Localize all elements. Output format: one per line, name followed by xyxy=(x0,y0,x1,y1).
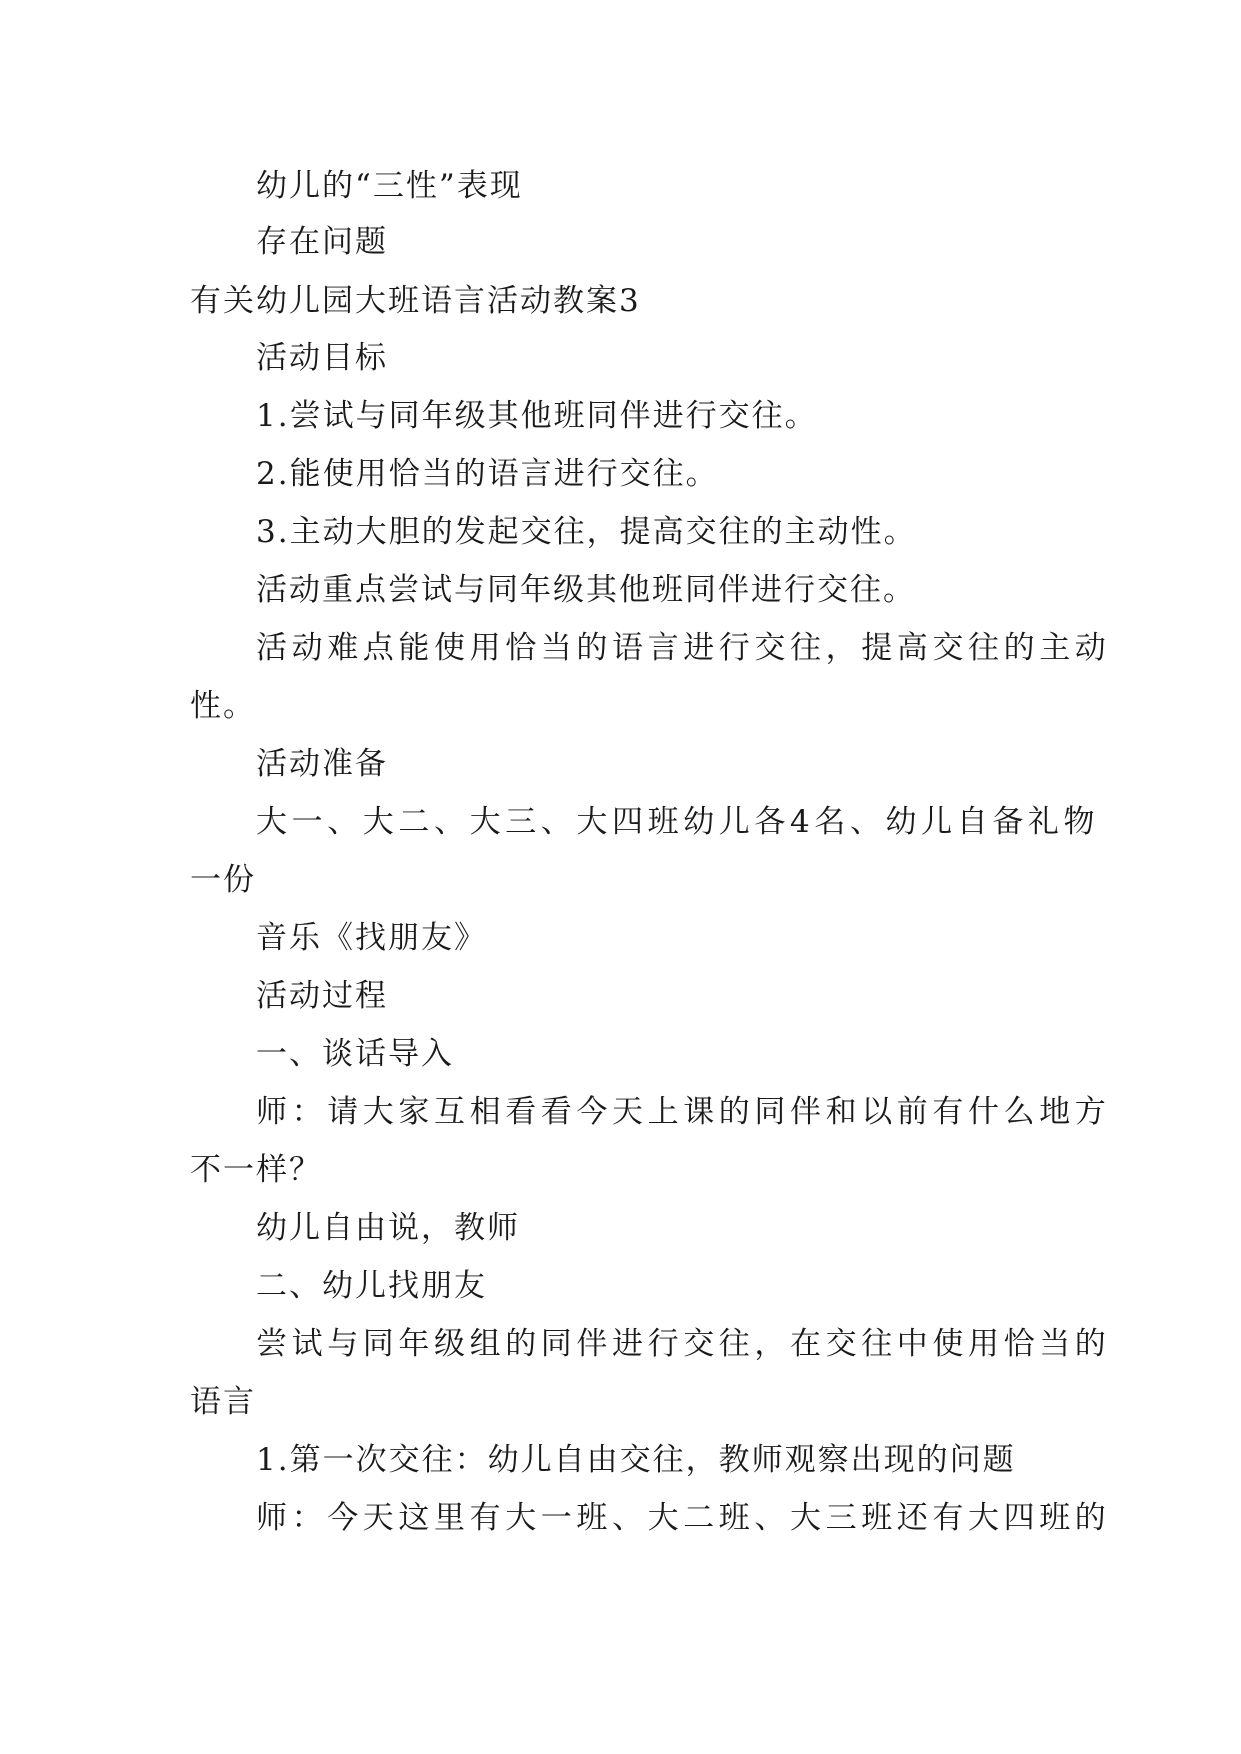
text-line: 尝试与同年级组的同伴进行交往，在交往中使用恰当的 xyxy=(256,1326,1111,1362)
text-line: 音乐《找朋友》 xyxy=(256,920,487,956)
text-line: 活动过程 xyxy=(256,978,388,1014)
text-line: 语言 xyxy=(190,1384,256,1420)
text-line: 一、谈话导入 xyxy=(256,1036,454,1072)
section-heading: 有关幼儿园大班语言活动教案3 xyxy=(190,283,641,319)
text-line: 3.主动大胆的发起交往，提高交往的主动性。 xyxy=(256,514,917,550)
text-line: 师：请大家互相看看今天上课的同伴和以前有什么地方 xyxy=(256,1094,1111,1130)
text-line: 2.能使用恰当的语言进行交往。 xyxy=(256,456,719,492)
text-line: 1.第一次交往：幼儿自由交往，教师观察出现的问题 xyxy=(256,1442,1016,1478)
text-line: 1.尝试与同年级其他班同伴进行交往。 xyxy=(256,398,818,434)
text-line: 活动目标 xyxy=(256,340,388,376)
text-line: 幼儿自由说，教师 xyxy=(256,1210,520,1246)
text-line: 二、幼儿找朋友 xyxy=(256,1268,487,1304)
text-line: 活动准备 xyxy=(256,746,388,782)
text-line: 活动重点尝试与同年级其他班同伴进行交往。 xyxy=(256,572,916,608)
text-line: 大一、大二、大三、大四班幼儿各4名、幼儿自备礼物 xyxy=(256,804,1100,840)
text-line: 师：今天这里有大一班、大二班、大三班还有大四班的 xyxy=(256,1500,1111,1536)
text-line: 一份 xyxy=(190,862,256,898)
text-line: 幼儿的“三性”表现 xyxy=(256,168,523,204)
text-line: 不一样？ xyxy=(190,1152,322,1188)
text-line: 存在问题 xyxy=(256,224,388,260)
text-line: 性。 xyxy=(190,688,256,724)
text-line: 活动难点能使用恰当的语言进行交往，提高交往的主动 xyxy=(256,630,1111,666)
